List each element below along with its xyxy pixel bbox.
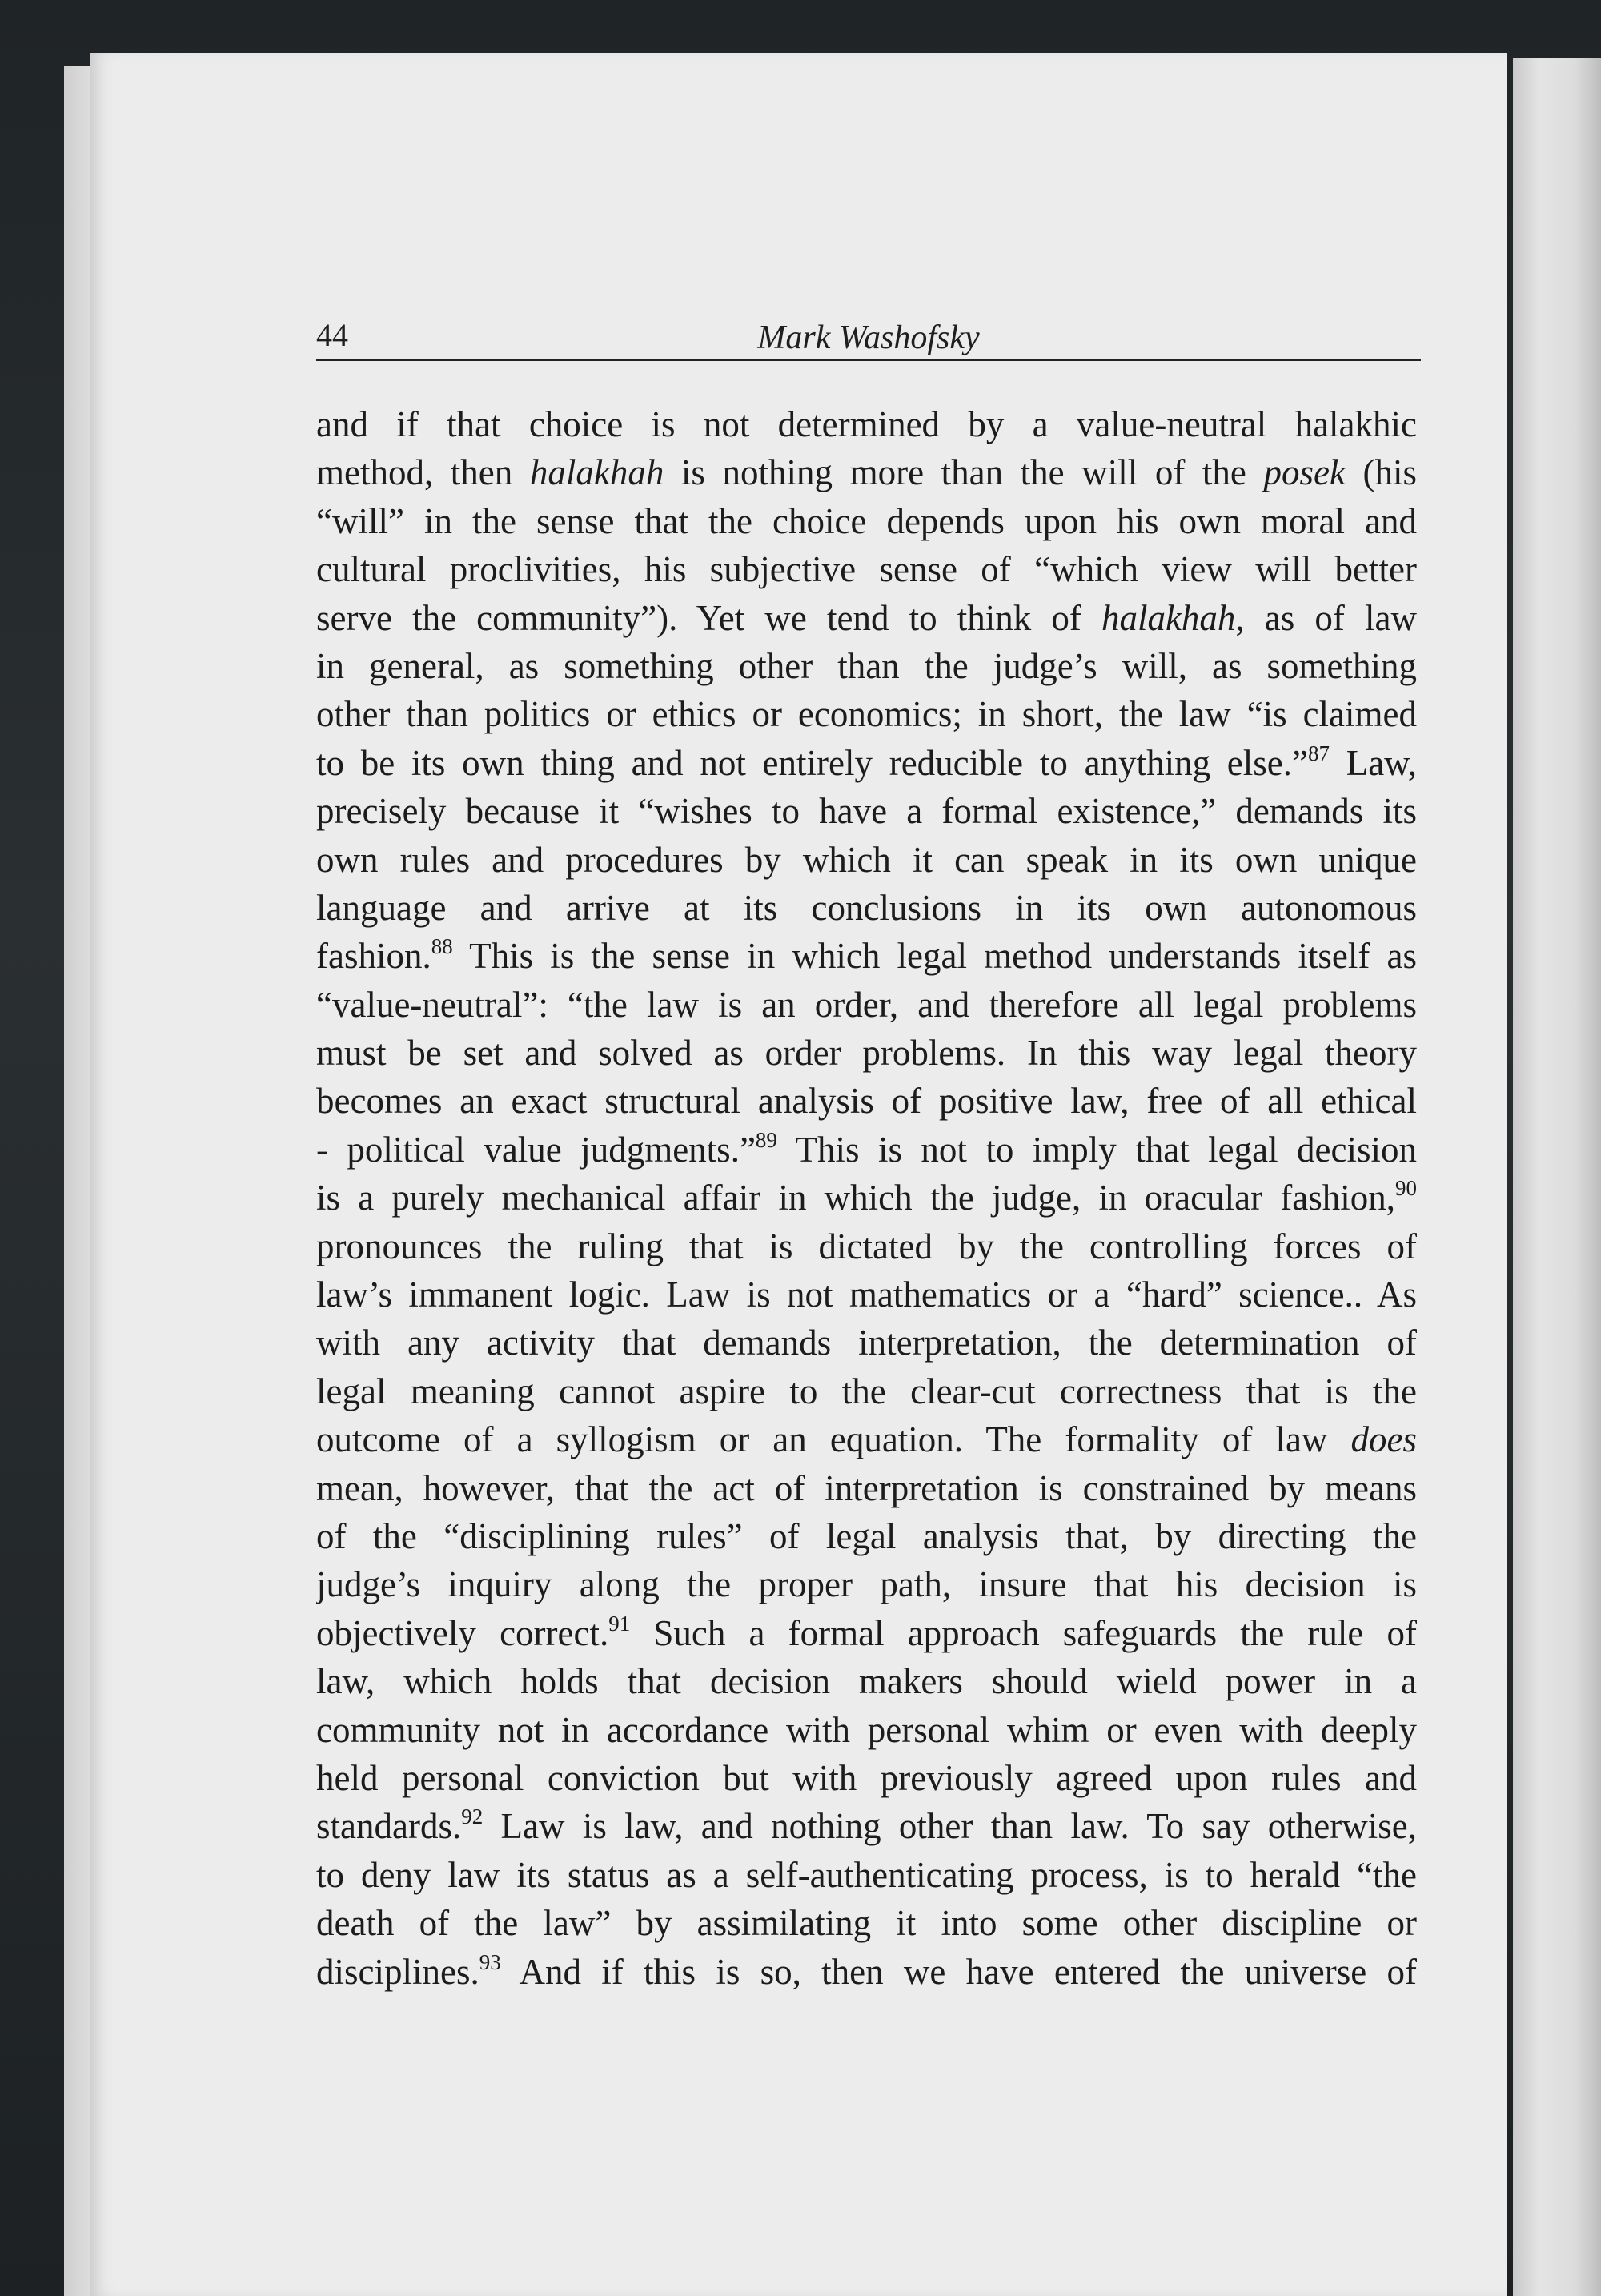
text-segment: (his	[1345, 452, 1417, 493]
text-line	[316, 1222, 1417, 1270]
text-segment: own rules and procedures by which it can speak in its own unique	[316, 839, 1417, 880]
text-line	[316, 1851, 1417, 1899]
text-segment: And if this is so, then we have entered the universe of	[500, 1951, 1417, 1992]
text-segment: in general, as something other than the judge’s will, as something	[316, 645, 1417, 686]
next-page-edge	[1513, 58, 1601, 2296]
body-text	[316, 400, 1417, 1996]
text-segment: becomes an exact structural analysis of positive law, free of all ethical	[316, 1081, 1417, 1122]
text-segment: legal meaning cannot aspire to the clear-cut correctness that is the	[316, 1371, 1417, 1411]
text-line	[316, 1754, 1417, 1802]
text-segment: Law is law, and nothing other than law. To say otherwise,	[483, 1806, 1417, 1847]
text-segment: standards.	[316, 1806, 462, 1847]
text-segment: Law,	[1329, 742, 1417, 783]
text-segment: judge’s inquiry along the proper path, insure that his decision is	[316, 1564, 1417, 1605]
text-line	[316, 448, 1417, 496]
text-segment: held personal conviction but with previously agreed upon rules and	[316, 1757, 1417, 1798]
text-line	[316, 497, 1417, 545]
text-line	[316, 1657, 1417, 1705]
footnote-marker: 87	[1307, 741, 1330, 765]
text-line	[316, 642, 1417, 690]
text-segment: Such a formal approach safeguards the rule of	[630, 1612, 1417, 1653]
text-segment: This is not to imply that legal decision	[776, 1129, 1417, 1170]
text-segment: method, then	[316, 452, 530, 493]
text-segment: with any activity that demands interpretation, the determination of	[316, 1323, 1417, 1363]
footnote-marker: 89	[755, 1127, 777, 1152]
text-line	[316, 1270, 1417, 1319]
text-segment: language and arrive at its conclusions in its own autonomous	[316, 887, 1417, 928]
text-segment: mean, however, that the act of interpretation is constrained by means	[316, 1467, 1417, 1508]
footnote-marker: 92	[461, 1804, 484, 1829]
text-line	[316, 1464, 1417, 1512]
italic-term: halakhah	[1101, 597, 1236, 638]
text-line	[316, 884, 1417, 932]
text-segment: precisely because it “wishes to have a formal existence,” demands its	[316, 791, 1417, 832]
text-segment: cultural proclivities, his subjective sense of “which view will better	[316, 549, 1417, 590]
text-segment: other than politics or ethics or economics; in short, the law “is claimed	[316, 694, 1417, 735]
text-segment: pronounces the ruling that is dictated by the controlling forces of	[316, 1226, 1417, 1266]
text-line	[316, 594, 1417, 642]
text-line	[316, 400, 1417, 448]
italic-term: posek	[1263, 452, 1346, 493]
text-segment: serve the community”). Yet we tend to think of	[316, 597, 1101, 638]
text-line	[316, 1609, 1417, 1657]
italic-term: does	[1350, 1419, 1417, 1460]
text-line	[316, 1706, 1417, 1754]
text-segment: must be set and solved as order problems. In this way legal theory	[316, 1033, 1417, 1074]
text-segment: to be its own thing and not entirely reducible to anything else.”	[316, 742, 1308, 783]
text-segment: and if that choice is not determined by a value-neutral halakhic	[316, 404, 1417, 444]
text-segment: This is the sense in which legal method understands itself as	[452, 936, 1417, 977]
text-line	[316, 1802, 1417, 1850]
text-line	[316, 1415, 1417, 1463]
text-segment: is a purely mechanical affair in which the judge, in oracular fashion,	[316, 1178, 1395, 1218]
footnote-marker: 93	[479, 1949, 501, 1974]
text-line	[316, 1560, 1417, 1608]
text-segment: , as of law	[1235, 597, 1417, 638]
text-segment: of the “disciplining rules” of legal analysis that, by directing the	[316, 1515, 1417, 1556]
text-segment: - political value judgments.”	[316, 1129, 756, 1170]
text-line	[316, 1948, 1417, 1996]
text-line	[316, 739, 1417, 787]
text-line	[316, 1367, 1417, 1415]
text-line	[316, 1899, 1417, 1947]
text-line	[316, 690, 1417, 738]
text-line	[316, 1512, 1417, 1560]
running-header-author: Mark Washofsky	[757, 319, 980, 356]
page-number: 44	[316, 317, 348, 353]
text-line	[316, 932, 1417, 980]
text-line	[316, 1126, 1417, 1174]
text-line	[316, 1029, 1417, 1077]
text-segment: outcome of a syllogism or an equation. The formality of law	[316, 1419, 1351, 1460]
text-line	[316, 981, 1417, 1029]
footnote-marker: 88	[431, 934, 453, 959]
text-line	[316, 1319, 1417, 1367]
text-segment: death of the law” by assimilating it into some other discipline or	[316, 1903, 1417, 1944]
text-segment: objectively correct.	[316, 1612, 609, 1653]
text-segment: disciplines.	[316, 1951, 479, 1992]
text-segment: law, which holds that decision makers should wield power in a	[316, 1661, 1417, 1702]
text-segment: “value-neutral”: “the law is an order, and therefore all legal problems	[316, 984, 1417, 1025]
text-segment: community not in accordance with personal whim or even with deeply	[316, 1709, 1417, 1750]
text-segment: “will” in the sense that the choice depends upon his own moral and	[316, 500, 1417, 541]
text-line	[316, 545, 1417, 593]
text-line	[316, 1174, 1417, 1222]
text-line	[316, 836, 1417, 884]
footnote-marker: 91	[608, 1611, 631, 1636]
footnote-marker: 90	[1395, 1176, 1417, 1201]
text-segment: law’s immanent logic. Law is not mathematics or a “hard” science.. As	[316, 1274, 1417, 1315]
text-segment: is nothing more than the will of the	[664, 452, 1264, 493]
running-header	[316, 309, 1421, 361]
text-segment: fashion.	[316, 936, 431, 977]
text-segment: to deny law its status as a self-authenticating process, is to herald “the	[316, 1854, 1417, 1895]
text-line	[316, 787, 1417, 835]
italic-term: halakhah	[529, 452, 664, 493]
text-line	[316, 1077, 1417, 1125]
